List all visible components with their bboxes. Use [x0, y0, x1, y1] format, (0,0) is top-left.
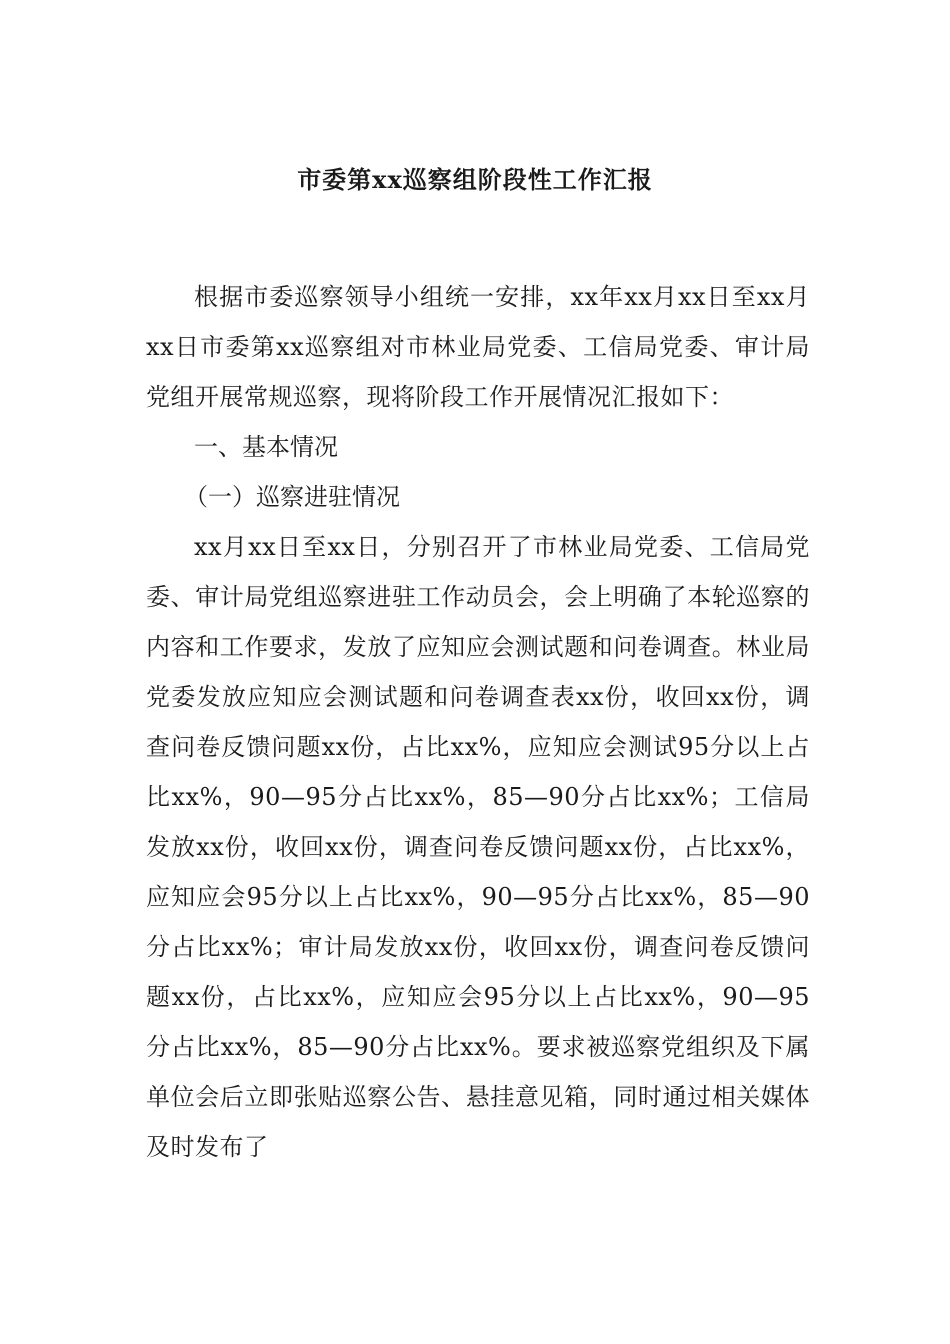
section-heading-basic-info: 一、基本情况: [194, 433, 338, 461]
document-title: 市委第xx巡察组阶段性工作汇报: [297, 165, 653, 194]
intro-paragraph: 根据市委巡察领导小组统一安排，xx年xx月xx日至xx月xx日市委第xx巡察组对市林业局党委、工信局党委、审计局党组开展常规巡察，现将阶段工作开展情况汇报如下：: [146, 283, 810, 411]
inspection-entry-paragraph: xx月xx日至xx日，分别召开了市林业局党委、工信局党委、审计局党组巡察进驻工作动员会，会上明确了本轮巡察的内容和工作要求，发放了应知应会测试题和问卷调查。林业局党委发放应知应会测试题和问卷调查表xx份，收回xx份，调查问卷反馈问题xx份，占比xx%，应知应会测试95分以上占比xx%，90—95分占比xx%，85—90分占比xx%；工信局发放xx份，收回xx份，调查问卷反馈问题xx份，占比xx%，应知应会95分以上占比xx%，90—95分占比xx%，85—90分占比xx%；审计局发放xx份，收回xx份，调查问卷反馈问题xx份，占比xx%，应知应会95分以上占比xx%，90—95分占比xx%，85—90分占比xx%。要求被巡察党组织及下属单位会后立即张贴巡察公告、悬挂意见箱，同时通过相关媒体及时发布了: [146, 533, 810, 1161]
subsection-heading-inspection-entry: （一）巡察进驻情况: [184, 483, 400, 511]
document-body: [146, 272, 810, 1172]
